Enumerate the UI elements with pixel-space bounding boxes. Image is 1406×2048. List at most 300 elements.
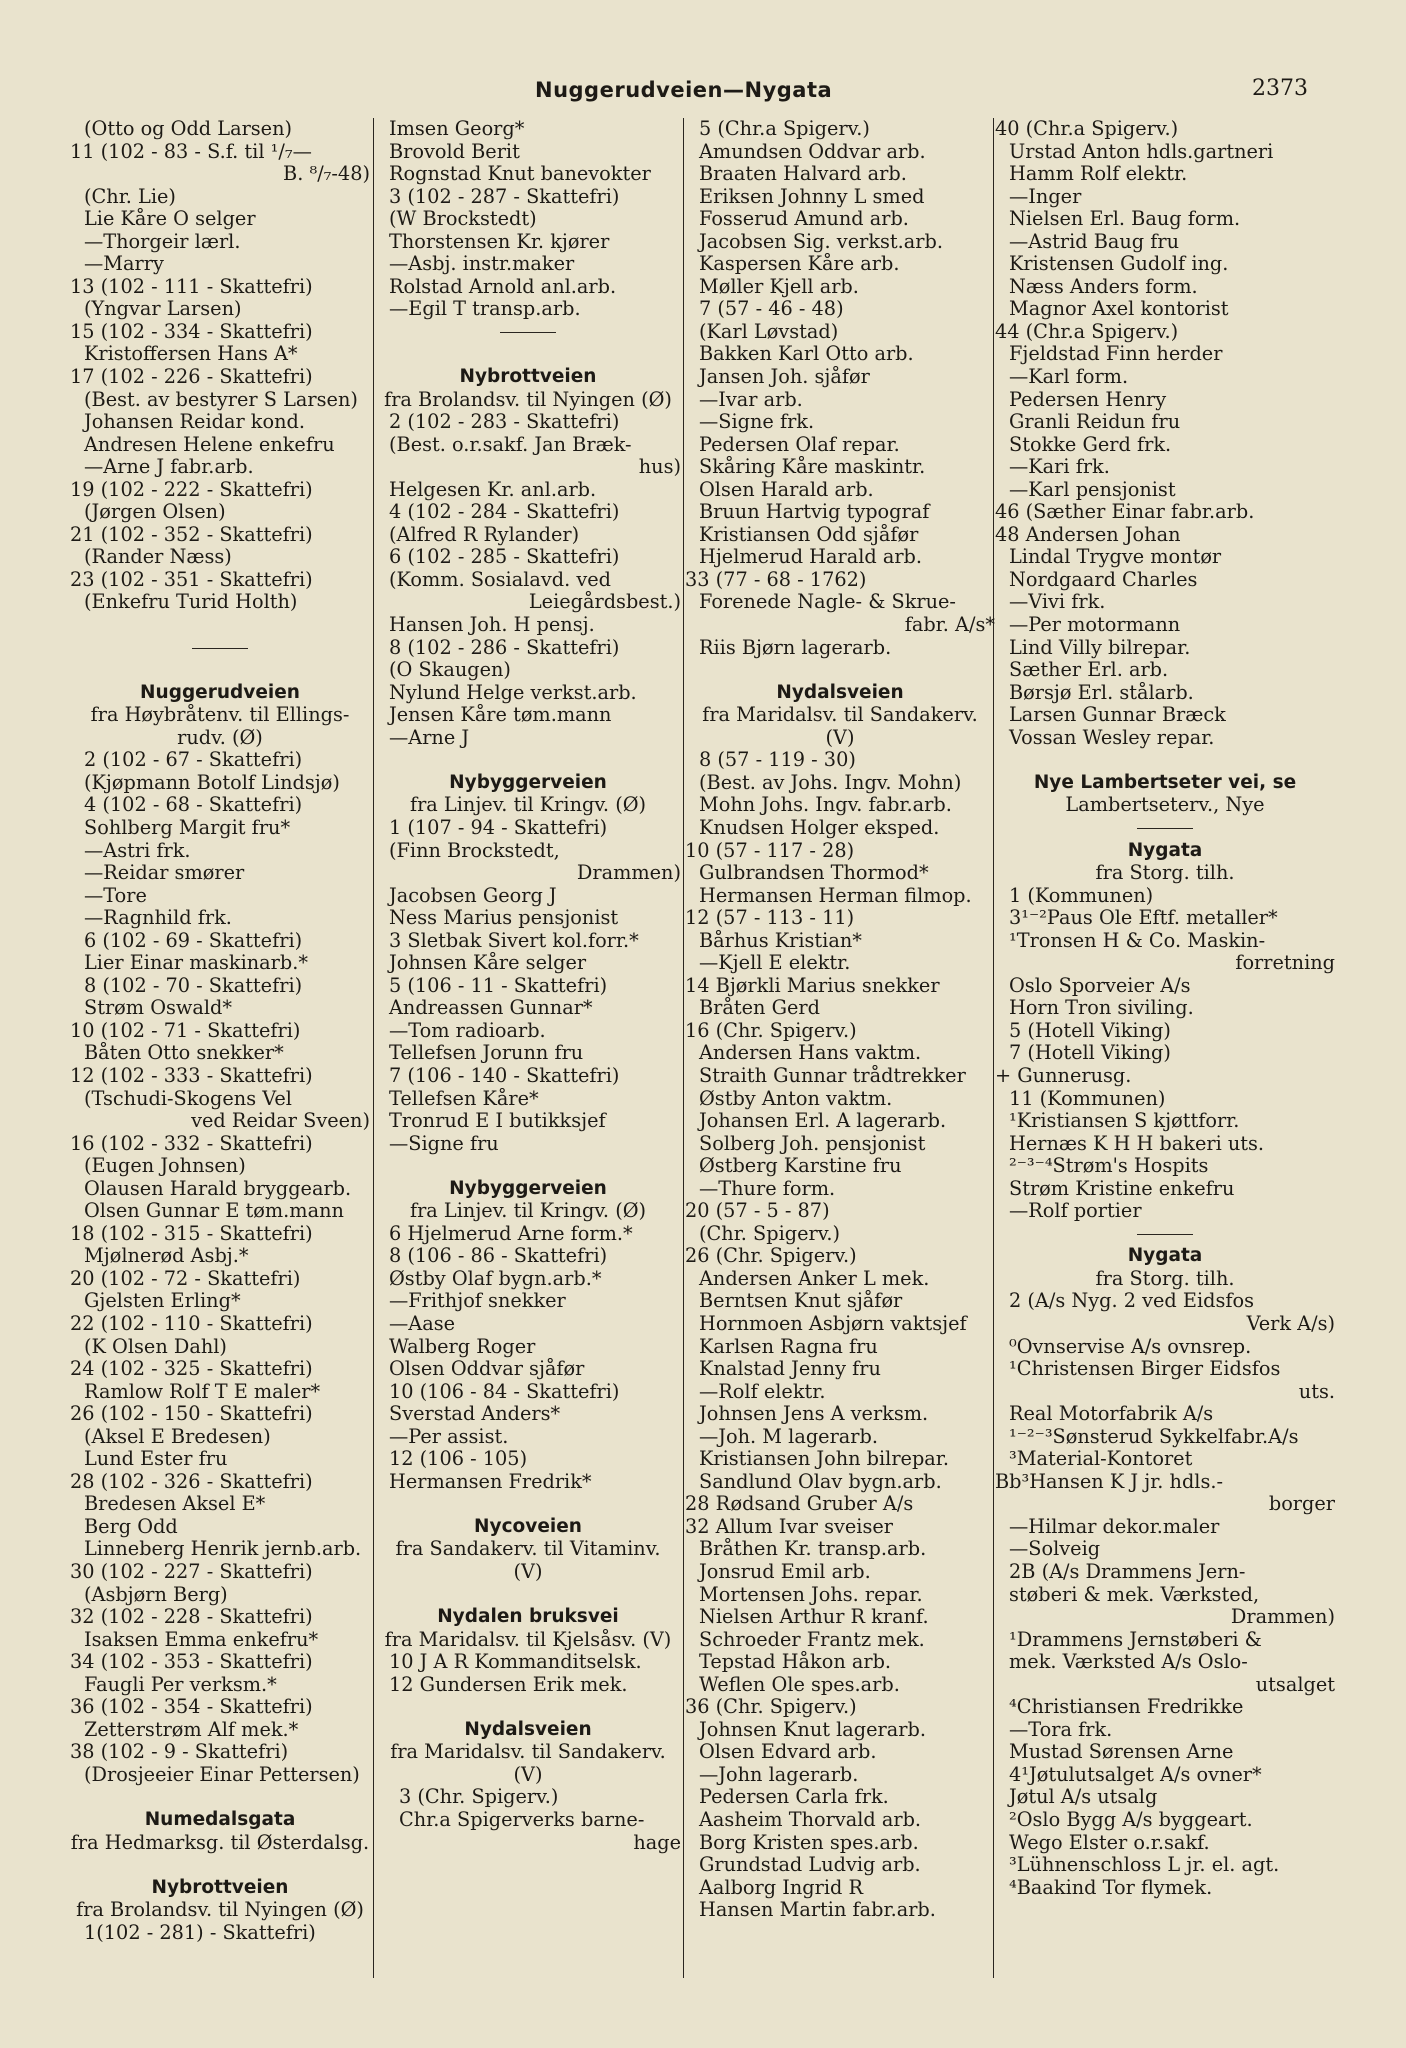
directory-entry: 3 (Chr. Spigerv.)	[399, 1786, 559, 1809]
directory-entry: (Yngvar Larsen)	[84, 298, 242, 321]
directory-entry: Andersen Hans vaktm.	[699, 1042, 922, 1065]
directory-entry: —Egil T transp.arb.	[389, 298, 581, 321]
directory-entry: (Best. av bestyrer S Larsen)	[84, 388, 358, 411]
directory-entry: Aalborg Ingrid R	[699, 1876, 863, 1899]
directory-entry: —Per assist.	[389, 1425, 509, 1448]
directory-entry: (Eugen Johnsen)	[84, 1155, 246, 1178]
directory-entry: —Inger	[1009, 185, 1082, 208]
directory-entry: —Ivar arb.	[699, 388, 803, 411]
directory-entry: hage	[633, 1831, 681, 1854]
directory-entry: rudv. (Ø)	[177, 726, 263, 749]
directory-entry: ⁰Ovnservise A/s ovnsrep.	[1009, 1335, 1252, 1358]
directory-entry: Jonsrud Emil arb.	[699, 1561, 871, 1583]
directory-entry: Vossan Wesley repar.	[1009, 726, 1215, 749]
directory-entry: Tronrud E I butikksjef	[389, 1110, 606, 1133]
directory-entry: ²Oslo Bygg A/s byggeart.	[1009, 1809, 1253, 1832]
directory-entry: 34 (102 - 353 - Skattefri)	[70, 1651, 313, 1674]
directory-entry: Lindal Trygve montør	[1009, 546, 1222, 569]
directory-entry: utsalget	[1255, 1673, 1335, 1696]
directory-entry: (O Skaugen)	[389, 659, 511, 682]
directory-entry: Fosserud Amund arb.	[699, 208, 909, 231]
directory-entry: Lier Einar maskinarb.*	[84, 952, 308, 975]
directory-entry: 30 (102 - 227 - Skattefri)	[70, 1561, 313, 1583]
directory-entry: 2 (A/s Nyg. 2 ved Eidsfos	[1009, 1290, 1255, 1313]
section-divider	[375, 321, 681, 344]
directory-entry: Børsjø Erl. stålarb.	[1009, 681, 1194, 704]
spacer	[70, 1854, 370, 1877]
directory-entry: Helgesen Kr. anl.arb.	[389, 478, 597, 501]
directory-entry: Walberg Roger	[389, 1335, 536, 1358]
directory-entry: uts.	[1298, 1380, 1335, 1403]
directory-entry: Mustad Sørensen Arne	[1009, 1741, 1234, 1764]
directory-entry: Oslo Sporveier A/s	[1009, 974, 1191, 997]
directory-entry: Lind Villy bilrepar.	[1009, 636, 1191, 659]
directory-entry: (Alfred R Rylander)	[389, 523, 580, 546]
directory-entry: Johansen Reidar kond.	[84, 411, 305, 434]
directory-entry: Tellefsen Jorunn fru	[389, 1042, 584, 1065]
directory-entry: Olsen Edvard arb.	[699, 1741, 877, 1764]
directory-column-4	[995, 118, 1335, 1899]
directory-entry: Drammen)	[576, 862, 681, 885]
directory-entry: Johnsen Knut lagerarb.	[699, 1718, 926, 1741]
directory-entry: Johnsen Kåre selger	[389, 952, 587, 975]
directory-entry: Granli Reidun fru	[1009, 411, 1181, 434]
directory-entry: Nordgaard Charles	[1009, 568, 1198, 591]
directory-entry: Urstad Anton hdls.gartneri	[1009, 140, 1274, 163]
directory-entry: 4¹Jøtulutsalget A/s ovner*	[1009, 1763, 1262, 1786]
directory-entry: (V)	[513, 1763, 543, 1786]
directory-entry: (Chr. Spigerv.)	[699, 1222, 840, 1245]
directory-entry: Sæther Erl. arb.	[1009, 659, 1169, 682]
directory-entry: 33 (77 - 68 - 1762)	[685, 568, 867, 591]
directory-entry: Larsen Gunnar Bræck	[1009, 704, 1226, 727]
directory-entry: Hamm Rolf elektr.	[1009, 163, 1188, 186]
directory-entry: 32 Allum Ivar sveiser	[685, 1515, 893, 1538]
directory-entry: 36 (Chr. Spigerv.)	[685, 1696, 857, 1719]
directory-entry: Hermansen Herman filmop.	[699, 884, 972, 907]
spacer	[70, 659, 370, 682]
section-divider	[995, 1223, 1335, 1246]
directory-entry: Hjelmerud Harald arb.	[699, 546, 923, 569]
directory-entry: Johnsen Jens A verksm.	[699, 1403, 929, 1426]
directory-entry: (Aksel E Bredesen)	[84, 1425, 271, 1448]
directory-entry: —Kari frk.	[1009, 456, 1110, 479]
directory-entry: B. ⁸/₇-48)	[283, 163, 370, 186]
street-heading: Nybyggerveien	[449, 771, 607, 793]
directory-entry: 36 (102 - 354 - Skattefri)	[70, 1696, 313, 1719]
directory-entry: —Karl pensjonist	[1009, 478, 1176, 501]
directory-entry: 2 (102 - 67 - Skattefri)	[84, 749, 303, 772]
spacer	[375, 1155, 681, 1178]
directory-entry: 40 (Chr.a Spigerv.)	[995, 118, 1179, 140]
column-divider	[373, 118, 374, 1978]
directory-entry: 1 (Kommunen)	[1009, 884, 1154, 907]
spacer	[375, 1584, 681, 1607]
directory-entry: Andersen Anker L mek.	[699, 1267, 930, 1290]
directory-columns	[0, 118, 1406, 2028]
directory-entry: Strøm Kristine enkefru	[1009, 1177, 1235, 1200]
directory-entry: Kristiansen Odd sjåfør	[699, 523, 919, 546]
directory-entry: Lie Kåre O selger	[84, 208, 256, 231]
directory-entry: Jansen Joh. sjåfør	[699, 366, 870, 389]
directory-entry: Magnor Axel kontorist	[1009, 298, 1229, 321]
directory-entry: Jensen Kåre tøm.mann	[389, 704, 612, 727]
directory-entry: 6 (102 - 69 - Skattefri)	[84, 929, 303, 952]
street-heading: Nuggerudveien	[140, 681, 300, 703]
directory-entry: Olsen Gunnar E tøm.mann	[84, 1200, 344, 1223]
directory-entry: 3 Sletbak Sivert kol.forr.*	[389, 929, 639, 952]
directory-entry: ³Lühnenschloss L jr. el. agt.	[1009, 1854, 1280, 1877]
directory-entry: Sandlund Olav bygn.arb.	[699, 1470, 942, 1493]
directory-entry: fra Maridalsv. til Sandakerv.	[390, 1741, 666, 1764]
directory-entry: Bb³Hansen K J jr. hdls.-	[995, 1470, 1224, 1493]
directory-entry: Braaten Halvard arb.	[699, 163, 907, 186]
directory-entry: Fjeldstad Finn herder	[1009, 343, 1223, 366]
directory-entry: Lambertseterv., Nye	[1065, 794, 1265, 817]
directory-entry: 5 (Hotell Viking)	[1009, 1019, 1171, 1042]
directory-entry: 22 (102 - 110 - Skattefri)	[70, 1312, 313, 1335]
directory-entry: Isaksen Emma enkefru*	[84, 1628, 319, 1651]
directory-entry: ¹⁻²⁻³Sønsterud Sykkelfabr.A/s	[1009, 1425, 1299, 1448]
directory-entry: Thorstensen Kr. kjører	[389, 230, 610, 253]
directory-entry: —Signe frk.	[699, 411, 815, 434]
directory-entry: fra Maridalsv. til Sandakerv.	[702, 704, 978, 727]
directory-column-2	[375, 118, 681, 1854]
directory-entry: (Jørgen Olsen)	[84, 501, 226, 524]
directory-entry: fra Linjev. til Kringv. (Ø)	[409, 1200, 647, 1223]
directory-entry: 16 (102 - 332 - Skattefri)	[70, 1132, 313, 1155]
directory-entry: —Ragnhild frk.	[84, 907, 232, 930]
directory-entry: Bakken Karl Otto arb.	[699, 343, 914, 366]
directory-entry: (W Brockstedt)	[389, 208, 537, 231]
directory-entry: Schroeder Frantz mek.	[699, 1628, 925, 1651]
spacer	[375, 1493, 681, 1516]
directory-entry: mek. Værksted A/s Oslo-	[1009, 1651, 1248, 1674]
directory-entry: 14 Bjørkli Marius snekker	[685, 974, 940, 997]
directory-entry: fra Hedmarksg. til Østerdalsg.	[70, 1831, 370, 1854]
directory-entry: 10 (102 - 71 - Skattefri)	[70, 1019, 301, 1042]
directory-entry: ¹Drammens Jernstøberi &	[1009, 1628, 1262, 1651]
directory-entry: Faugli Per verksm.*	[84, 1673, 277, 1696]
directory-entry: Næss Anders form.	[1009, 275, 1198, 298]
directory-entry: Sverstad Anders*	[389, 1403, 561, 1426]
spacer	[375, 1696, 681, 1719]
directory-entry: Olsen Oddvar sjåfør	[389, 1358, 585, 1381]
directory-entry: 8 (106 - 86 - Skattefri)	[389, 1245, 608, 1268]
directory-entry: Drammen)	[1230, 1606, 1335, 1629]
directory-entry: 11 (Kommunen)	[1009, 1087, 1166, 1110]
directory-entry: —Astrid Baug fru	[1009, 230, 1180, 253]
directory-entry: 32 (102 - 228 - Skattefri)	[70, 1606, 313, 1629]
directory-entry: Knudsen Holger eksped.	[699, 816, 940, 839]
directory-entry: Møller Kjell arb.	[699, 275, 859, 298]
directory-entry: Weflen Ole spes.arb.	[699, 1673, 900, 1696]
directory-entry: —Karl form.	[1009, 366, 1129, 389]
directory-entry: hus)	[638, 456, 681, 479]
directory-entry: 12 (106 - 105)	[389, 1448, 528, 1471]
directory-entry: ²⁻³⁻⁴Strøm's Hospits	[1009, 1155, 1209, 1178]
directory-entry: Lund Ester fru	[84, 1448, 228, 1471]
directory-entry: Bredesen Aksel E*	[84, 1493, 266, 1516]
directory-entry: —Vivi frk.	[1009, 591, 1106, 614]
directory-entry: 12 Gundersen Erik mek.	[389, 1673, 628, 1696]
directory-entry: fra Maridalsv. til Kjelsåsv. (V)	[384, 1628, 672, 1651]
directory-entry: Verk A/s)	[1246, 1312, 1335, 1335]
directory-entry: Kristoffersen Hans A*	[84, 343, 298, 366]
directory-entry: Hansen Joh. H pensj.	[389, 614, 595, 637]
directory-entry: Bråten Gerd	[699, 997, 820, 1020]
directory-entry: 6 Hjelmerud Arne form.*	[389, 1222, 633, 1245]
directory-entry: Rognstad Knut banevokter	[389, 163, 651, 186]
directory-entry: (Karl Løvstad)	[699, 320, 839, 343]
directory-entry: Pedersen Henry	[1009, 388, 1167, 411]
directory-entry: Grundstad Ludvig arb.	[699, 1854, 921, 1877]
directory-entry: —Reidar smører	[84, 862, 245, 885]
directory-entry: —Aase	[389, 1312, 456, 1335]
directory-entry: Skåring Kåre maskintr.	[699, 456, 926, 479]
directory-entry: Nielsen Erl. Baug form.	[1009, 208, 1241, 231]
directory-entry: (Drosjeeier Einar Pettersen)	[84, 1763, 360, 1786]
page-number: 2373	[1252, 76, 1308, 101]
directory-entry: 12 (102 - 333 - Skattefri)	[70, 1064, 313, 1087]
directory-entry: fra Sandakerv. til Vitaminv.	[395, 1538, 661, 1561]
directory-entry: fra Storg. tilh.	[1095, 1267, 1235, 1290]
directory-entry: Pedersen Carla frk.	[699, 1786, 889, 1809]
directory-entry: (Otto og Odd Larsen)	[84, 118, 293, 140]
directory-entry: —Joh. M lagerarb.	[699, 1425, 878, 1448]
directory-entry: —John lagerarb.	[699, 1763, 859, 1786]
directory-entry: Strøm Oswald*	[84, 997, 233, 1020]
directory-entry: 48 Andersen Johan	[995, 523, 1181, 546]
directory-entry: Bårhus Kristian*	[699, 929, 862, 952]
directory-entry: 18 (102 - 315 - Skattefri)	[70, 1222, 313, 1245]
directory-entry: Rolstad Arnold anl.arb.	[389, 275, 617, 298]
directory-column-3	[685, 118, 995, 1922]
directory-entry: Hermansen Fredrik*	[389, 1470, 592, 1493]
directory-entry: fra Linjev. til Kringv. (Ø)	[409, 794, 647, 817]
directory-entry: 46 (Sæther Einar fabr.arb.	[995, 501, 1255, 524]
directory-entry: Sohlberg Margit fru*	[84, 816, 291, 839]
directory-entry: (Chr. Lie)	[84, 185, 176, 208]
directory-entry: Olausen Harald bryggearb.	[84, 1177, 352, 1200]
column-divider	[683, 118, 684, 1978]
directory-entry: (V)	[513, 1561, 543, 1583]
directory-entry: fra Brolandsv. til Nyingen (Ø)	[384, 388, 672, 411]
directory-entry: ved Reidar Sveen)	[191, 1110, 370, 1133]
street-heading: Nybyggerveien	[449, 1177, 607, 1199]
directory-entry: ¹Christensen Birger Eidsfos	[1009, 1358, 1281, 1381]
directory-entry: 8 (102 - 286 - Skattefri)	[389, 636, 620, 659]
directory-entry: 15 (102 - 334 - Skattefri)	[70, 320, 313, 343]
directory-entry: Amundsen Oddvar arb.	[699, 140, 926, 163]
directory-entry: 8 (57 - 119 - 30)	[699, 749, 856, 772]
directory-entry: (Tschudi-Skogens Vel	[84, 1087, 292, 1110]
directory-entry: 38 (102 - 9 - Skattefri)	[70, 1741, 289, 1764]
running-header-title: Nuggerudveien—Nygata	[535, 78, 833, 102]
directory-entry: støberi & mek. Værksted,	[1009, 1583, 1260, 1606]
directory-entry: Mohn Johs. Ingv. fabr.arb.	[699, 794, 952, 817]
directory-entry: —Astri frk.	[84, 839, 191, 862]
directory-entry: Olsen Harald arb.	[699, 478, 874, 501]
directory-entry: Tellefsen Kåre*	[389, 1087, 539, 1110]
directory-entry: fra Høybråtenv. til Ellings-	[90, 704, 350, 727]
directory-entry: + Gunnerusg.	[995, 1064, 1132, 1087]
directory-entry: Mortensen Johs. repar.	[699, 1583, 923, 1606]
street-heading: Nybrottveien	[151, 1876, 289, 1898]
directory-entry: —Hilmar dekor.maler	[1009, 1515, 1220, 1538]
directory-entry: —Tore	[84, 884, 147, 907]
directory-entry: ⁴Christiansen Fredrikke	[1009, 1696, 1244, 1719]
directory-entry: Hornmoen Asbjørn vaktsjef	[699, 1312, 967, 1335]
directory-entry: Forenede Nagle- & Skrue-	[699, 591, 956, 614]
directory-entry: 28 Rødsand Gruber A/s	[685, 1493, 914, 1516]
directory-entry: 23 (102 - 351 - Skattefri)	[70, 568, 313, 591]
directory-entry: Bråthen Kr. transp.arb.	[699, 1538, 927, 1561]
directory-entry: Ramlow Rolf T E maler*	[84, 1380, 321, 1403]
directory-entry: (Enkefru Turid Holth)	[84, 591, 298, 614]
directory-entry: (K Olsen Dahl)	[84, 1335, 227, 1358]
directory-entry: —Asbj. instr.maker	[389, 253, 575, 276]
directory-entry: Straith Gunnar trådtrekker	[699, 1064, 966, 1087]
directory-entry: 24 (102 - 325 - Skattefri)	[70, 1358, 313, 1381]
directory-entry: 44 (Chr.a Spigerv.)	[995, 320, 1179, 343]
directory-entry: (Best. av Johs. Ingv. Mohn)	[699, 771, 962, 794]
directory-entry: Jøtul A/s utsalg	[1009, 1786, 1158, 1809]
directory-entry: 13 (102 - 111 - Skattefri)	[70, 275, 313, 298]
street-heading: Nydalsveien	[776, 681, 904, 703]
directory-entry: fra Brolandsv. til Nyingen (Ø)	[76, 1899, 364, 1922]
directory-entry: Kristiansen John bilrepar.	[699, 1448, 950, 1471]
directory-entry: (Komm. Sosialavd. ved	[389, 568, 612, 591]
section-divider	[995, 817, 1335, 840]
directory-entry: 1(102 - 281) - Skattefri)	[84, 1921, 316, 1944]
spacer	[70, 1786, 370, 1809]
directory-entry: 20 (57 - 5 - 87)	[685, 1200, 830, 1223]
directory-entry: 7 (57 - 46 - 48)	[699, 298, 844, 321]
directory-entry: Nielsen Arthur R kranf.	[699, 1606, 929, 1629]
directory-entry: 20 (102 - 72 - Skattefri)	[70, 1267, 301, 1290]
directory-entry: Hernæs K H H bakeri uts.	[1009, 1132, 1265, 1155]
directory-entry: Mjølnerød Asbj.*	[84, 1245, 249, 1268]
directory-entry: Bruun Hartvig typograf	[699, 501, 930, 524]
directory-entry: Østby Anton vaktm.	[699, 1087, 893, 1110]
directory-entry: Knalstad Jenny fru	[699, 1358, 881, 1381]
spacer	[995, 749, 1335, 772]
page-header	[0, 74, 1406, 108]
street-heading: Numedalsgata	[144, 1809, 296, 1831]
directory-entry: —Rolf elektr.	[699, 1380, 826, 1403]
street-heading: Nye Lambertseter vei, se	[1033, 771, 1297, 793]
directory-entry: Brovold Berit	[389, 140, 520, 163]
directory-entry: Leiegårdsbest.)	[528, 591, 681, 614]
directory-entry: (Asbjørn Berg)	[84, 1583, 228, 1606]
directory-entry: Solberg Joh. pensjonist	[699, 1132, 926, 1155]
spacer	[375, 343, 681, 366]
directory-entry: 17 (102 - 226 - Skattefri)	[70, 366, 313, 389]
directory-entry: Berntsen Knut sjåfør	[699, 1290, 903, 1313]
directory-entry: 2 (102 - 283 - Skattefri)	[389, 411, 620, 434]
directory-entry: —Signe fru	[389, 1132, 499, 1155]
directory-entry: 28 (102 - 326 - Skattefri)	[70, 1470, 313, 1493]
directory-entry: Aasheim Thorvald arb.	[699, 1809, 922, 1832]
street-heading: Nydalen bruksvei	[437, 1606, 619, 1628]
directory-entry: (Rander Næss)	[84, 546, 232, 569]
directory-entry: 21 (102 - 352 - Skattefri)	[70, 523, 313, 546]
directory-entry: (Kjøpmann Botolf Lindsjø)	[84, 771, 340, 794]
directory-entry: Gulbrandsen Thormod*	[699, 862, 929, 885]
section-divider	[70, 637, 370, 660]
directory-entry: 1 (107 - 94 - Skattefri)	[389, 816, 608, 839]
directory-entry: 6 (102 - 285 - Skattefri)	[389, 546, 620, 569]
directory-entry: fabr. A/s*	[904, 614, 995, 637]
directory-entry: (V)	[825, 726, 855, 749]
directory-entry: 3¹⁻²Paus Ole Eftf. metaller*	[1009, 907, 1278, 930]
directory-entry: —Tom radioarb.	[389, 1019, 546, 1042]
directory-entry: Nylund Helge verkst.arb.	[389, 681, 637, 704]
directory-entry: Andreassen Gunnar*	[389, 997, 593, 1020]
directory-entry: Båten Otto snekker*	[84, 1042, 284, 1065]
directory-entry: 26 (102 - 150 - Skattefri)	[70, 1403, 313, 1426]
directory-entry: 10 J A R Kommanditselsk.	[389, 1651, 642, 1674]
directory-entry: (Best. o.r.sakf. Jan Bræk-	[389, 433, 632, 456]
directory-entry: ³Material-Kontoret	[1009, 1448, 1193, 1471]
directory-entry: Ness Marius pensjonist	[389, 907, 619, 930]
directory-entry: Gjelsten Erling*	[84, 1290, 241, 1313]
spacer	[685, 659, 995, 682]
directory-entry: —Arne J fabr.arb.	[84, 456, 254, 479]
directory-entry: ¹Tronsen H & Co. Maskin-	[1009, 929, 1266, 952]
directory-entry: Hansen Martin fabr.arb.	[699, 1899, 936, 1922]
directory-entry: —Thorgeir lærl.	[84, 230, 241, 253]
directory-entry: —Per motormann	[1009, 614, 1181, 637]
street-heading: Nydalsveien	[464, 1718, 592, 1740]
directory-entry: Østby Olaf bygn.arb.*	[389, 1267, 602, 1290]
directory-entry: 11 (102 - 83 - S.f. til ¹/₇—	[70, 140, 312, 163]
directory-entry: 19 (102 - 222 - Skattefri)	[70, 478, 313, 501]
directory-entry: 12 (57 - 113 - 11)	[685, 907, 855, 930]
directory-entry: Østberg Karstine fru	[699, 1155, 902, 1178]
directory-entry: 7 (Hotell Viking)	[1009, 1042, 1171, 1065]
street-heading: Nygata	[1127, 1245, 1203, 1267]
directory-entry: ¹Kristiansen S kjøttforr.	[1009, 1110, 1240, 1133]
directory-entry: Borg Kristen spes.arb.	[699, 1831, 919, 1854]
spacer	[70, 614, 370, 637]
directory-entry: Horn Tron siviling.	[1009, 997, 1194, 1020]
directory-entry: Riis Bjørn lagerarb.	[699, 636, 892, 659]
directory-entry: 7 (106 - 140 - Skattefri)	[389, 1064, 620, 1087]
directory-entry: Zetterstrøm Alf mek.*	[84, 1718, 299, 1741]
directory-entry: —Kjell E elektr.	[699, 952, 851, 975]
directory-entry: Andresen Helene enkefru	[84, 433, 335, 456]
directory-entry: 26 (Chr. Spigerv.)	[685, 1245, 857, 1268]
directory-entry: 5 (106 - 11 - Skattefri)	[389, 974, 608, 997]
directory-entry: Jacobsen Georg J	[389, 884, 557, 907]
directory-entry: Linneberg Henrik jernb.arb.	[84, 1538, 362, 1561]
directory-entry: Pedersen Olaf repar.	[699, 433, 900, 456]
directory-entry: forretning	[1235, 952, 1335, 975]
directory-entry: Kaspersen Kåre arb.	[699, 253, 900, 276]
directory-entry: Karlsen Ragna fru	[699, 1335, 878, 1358]
directory-entry: —Rolf portier	[1009, 1200, 1142, 1223]
directory-entry: 4 (102 - 284 - Skattefri)	[389, 501, 620, 524]
spacer	[375, 749, 681, 772]
directory-entry: Chr.a Spigerverks barne-	[399, 1809, 645, 1832]
directory-entry: —Thure form.	[699, 1177, 836, 1200]
directory-entry: 2B (A/s Drammens Jern-	[1009, 1561, 1246, 1583]
street-heading: Nybrottveien	[459, 366, 597, 388]
directory-entry: 4 (102 - 68 - Skattefri)	[84, 794, 303, 817]
street-heading: Nygata	[1127, 839, 1203, 861]
